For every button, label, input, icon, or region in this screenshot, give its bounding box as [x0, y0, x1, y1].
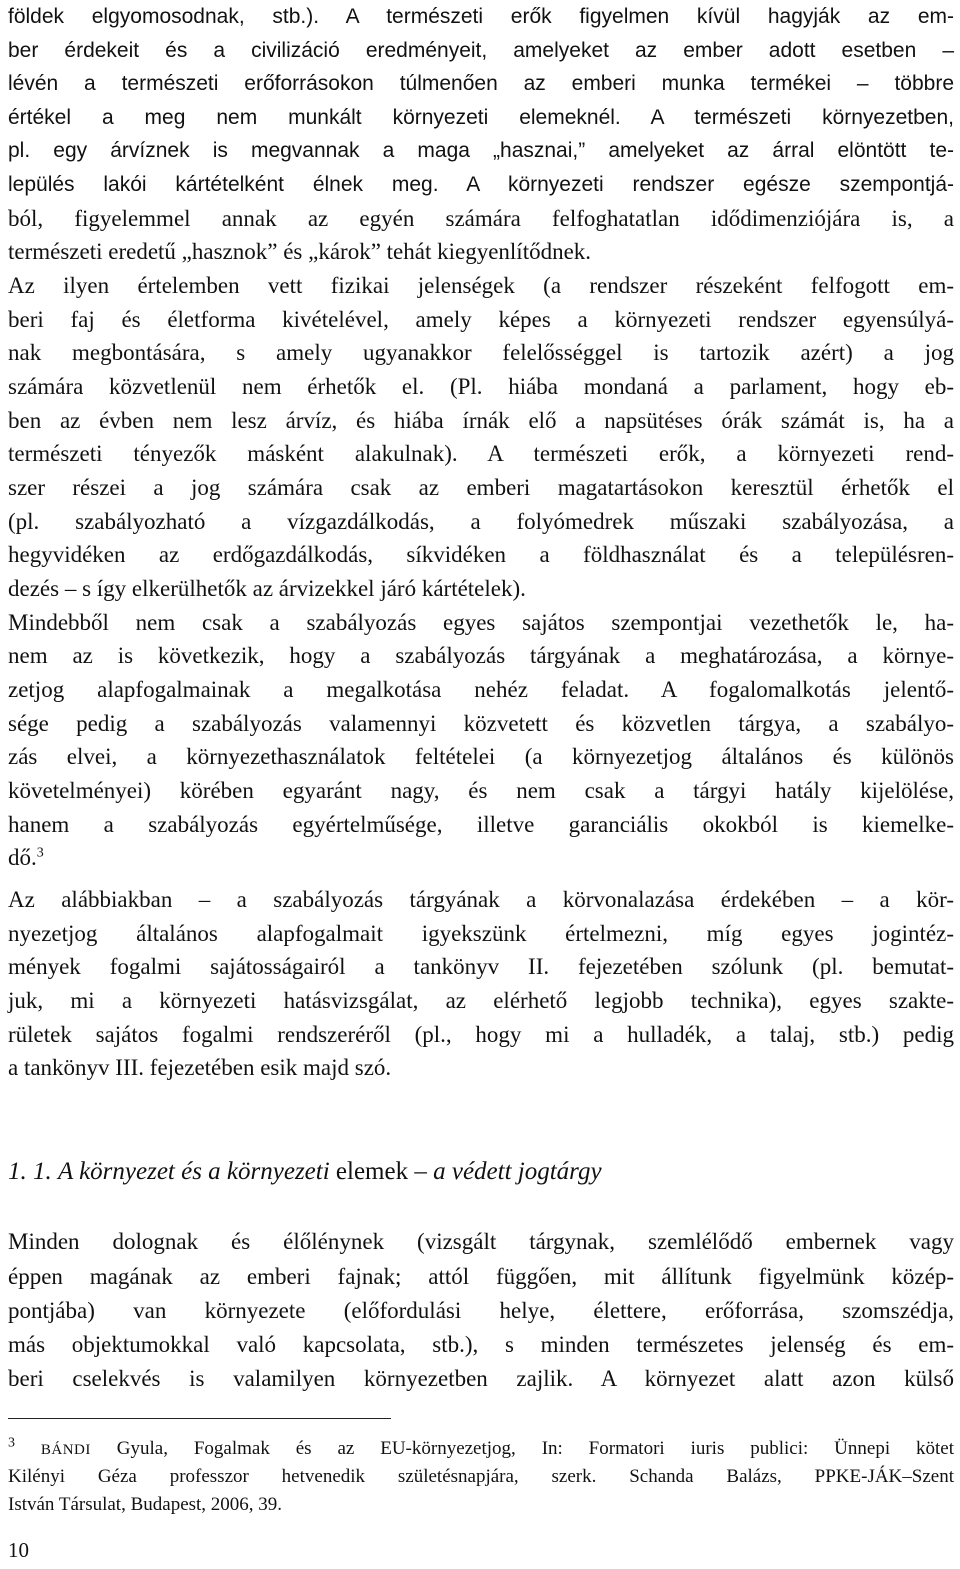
body-line: beri faj és életforma kivételével, amely képes a környezeti rendszer egyensúlyá-	[8, 307, 954, 332]
body-line: mények fogalmi sajátosságairól a tankönyv II. fejezetében szólunk (pl. bemutat-	[8, 954, 954, 979]
body-line: természeti tényezők másként alakulnak). A természeti erők, a környezeti rend-	[8, 441, 954, 466]
body-line: dezés – s így elkerülhetők az árvizekkel járó kártételek).	[8, 576, 526, 601]
body-line: értékel a meg nem munkált környezeti elemeknél. A természeti környezetben,	[8, 106, 954, 129]
footnote-line: István Társulat, Budapest, 2006, 39.	[8, 1494, 283, 1515]
body-line: pl. egy árvíznek is megvannak a maga „hasznai,” amelyeket az árral elöntött te-	[8, 139, 954, 162]
section-line: pontjába) van környezete (előfordulási helye, élettere, erőforrása, szomszédja,	[8, 1298, 954, 1323]
body-line	[8, 841, 954, 875]
footnote-reference[interactable]: 3	[36, 845, 44, 861]
body-line: hegyvidéken az erdőgazdálkodás, síkvidéken a földhasználat és a településren-	[8, 542, 954, 567]
page-number: 10	[8, 1538, 29, 1562]
footnote-line	[8, 1436, 954, 1463]
body-line: követelményei) körében egyaránt nagy, és nem csak a tárgyi hatály kijelölése,	[8, 778, 954, 803]
body-line: Az ilyen értelemben vett fizikai jelenségek (a rendszer részeként felfogott em-	[8, 273, 954, 298]
section-heading	[8, 1155, 602, 1189]
heading-part3: a védett jogtárgy	[433, 1158, 602, 1185]
body-line: természeti eredetű „hasznok” és „károk” tehát kiegyenlítődnek.	[8, 239, 592, 264]
body-line: a tankönyv III. fejezetében esik majd szó.	[8, 1055, 392, 1080]
body-line-text: dő.	[8, 845, 37, 870]
body-line: lévén a természeti erőforrásokon túlmenően az emberi munka termékei – többre	[8, 72, 954, 95]
section-line: beri cselekvés is valamilyen környezetben zajlik. A környezet alatt azon külső	[8, 1366, 954, 1391]
heading-dash: –	[414, 1158, 427, 1185]
body-line: (pl. szabályozható a vízgazdálkodás, a folyómedrek műszaki szabályozása, a	[8, 509, 954, 534]
footnote-number: 3	[8, 1435, 15, 1451]
body-line: számára közvetlenül nem érhetők el. (Pl. hiába mondaná a parlament, hogy eb-	[8, 374, 954, 399]
body-line: földek elgyomosodnak, stb.). A természeti erők figyelmen kívül hagyják az em-	[8, 5, 954, 28]
body-line: nem az is következik, hogy a szabályozás tárgyának a meghatározása, a környe-	[8, 643, 954, 668]
body-line: szer részei a jog számára csak az emberi magatartásokon keresztül érhetők el	[8, 475, 954, 500]
body-line: juk, mi a környezeti hatásvizsgálat, az elérhető legjobb technika), egyes szakte-	[8, 988, 954, 1013]
heading-part2: elemek	[335, 1158, 409, 1185]
footnote-separator	[8, 1418, 391, 1419]
body-line: ben az évben nem lesz árvíz, és hiába írnák elő a napsütéses órák számát is, ha a	[8, 408, 954, 433]
body-line: rületek sajátos fogalmi rendszeréről (pl., hogy mi a hulladék, a talaj, stb.) pedig	[8, 1022, 954, 1047]
body-line: nak megbontására, s amely ugyanakkor felelősséggel is tartozik azért) a jog	[8, 340, 954, 365]
body-line: ber érdekeit és a civilizáció eredményeit, amelyeket az ember adott esetben –	[8, 39, 954, 62]
body-line: lepülés lakói kártételként élnek meg. A környezeti rendszer egésze szempontjá-	[8, 173, 954, 196]
body-line: zás elvei, a környezethasználatok feltételei (a környezetjog általános és különös	[8, 744, 954, 769]
footnote-text: Gyula, Fogalmak és az EU-környezetjog, In: Formatori iuris publici: Ünnepi kötet	[116, 1438, 954, 1459]
footnote-author: BÁNDI	[40, 1442, 91, 1458]
heading-number: 1. 1.	[8, 1158, 52, 1185]
body-line: ból, figyelemmel annak az egyén számára felfoghatatlan idődimenziójára is, a	[8, 206, 954, 231]
body-line: Mindebből nem csak a szabályozás egyes sajátos szempontjai vezethetők le, ha-	[8, 610, 954, 635]
section-line: más objektumokkal való kapcsolata, stb.), s minden természetes jelenség és em-	[8, 1332, 954, 1357]
body-line: sége pedig a szabályozás valamennyi közvetett és közvetlen tárgya, a szabályo-	[8, 711, 954, 736]
section-line: Minden dolognak és élőlénynek (vizsgált tárgynak, szemlélődő embernek vagy	[8, 1229, 954, 1254]
footnote-line: Kilényi Géza professzor hetvenedik születésnapjára, szerk. Schanda Balázs, PPKE-JÁK–Szent	[8, 1466, 954, 1487]
body-line: nyezetjog általános alapfogalmait igyekszünk értelmezni, míg egyes jogintéz-	[8, 921, 954, 946]
body-line: hanem a szabályozás egyértelműsége, illetve garanciális okokból is kiemelke-	[8, 812, 954, 837]
section-line: éppen magának az emberi fajnak; attól függően, mit állítunk figyelmünk közép-	[8, 1264, 954, 1289]
body-line: Az alábbiakban – a szabályozás tárgyának a körvonalazása érdekében – a kör-	[8, 887, 954, 912]
body-line: zetjog alapfogalmainak a megalkotása nehéz feladat. A fogalomalkotás jelentő-	[8, 677, 954, 702]
heading-part1: A környezet és a környezeti	[58, 1158, 330, 1185]
